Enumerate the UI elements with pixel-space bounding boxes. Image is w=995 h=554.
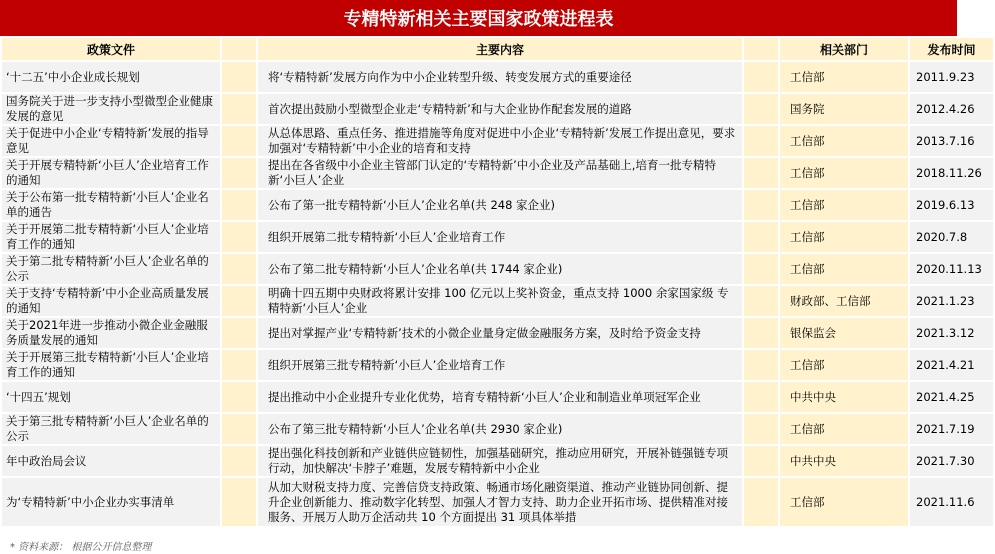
department-cell: 财政部、工信部 (780, 286, 908, 316)
department-cell: 工信部 (780, 190, 908, 220)
gap-cell (222, 126, 256, 156)
policy-content-cell: 首次提出鼓励小型微型企业走‘专精特新’和与大企业协作配套发展的道路 (258, 94, 742, 124)
department-cell: 银保监会 (780, 318, 908, 348)
table-row (2, 350, 993, 380)
policy-content-cell: 公布了第三批专精特新‘小巨人’企业名单(共 2930 家企业) (258, 414, 742, 444)
table-row (2, 318, 993, 348)
gap-cell (222, 350, 256, 380)
table-row (2, 382, 993, 412)
policy-document-cell: 关于第三批专精特新‘小巨人’企业名单的公示 (2, 414, 220, 444)
gap-cell (222, 190, 256, 220)
policy-document-cell: 国务院关于进一步支持小型微型企业健康发展的意见 (2, 94, 220, 124)
policy-content-cell: 公布了第一批专精特新‘小巨人’企业名单(共 248 家企业) (258, 190, 742, 220)
department-cell: 工信部 (780, 414, 908, 444)
header-gap (744, 38, 778, 60)
department-cell: 工信部 (780, 478, 908, 526)
gap-cell (744, 254, 778, 284)
release-date-cell: 2021.11.6 (910, 478, 993, 526)
gap-cell (222, 158, 256, 188)
header-gap (222, 38, 256, 60)
policy-content-cell: 组织开展第三批专精特新‘小巨人’企业培育工作 (258, 350, 742, 380)
policy-document-cell: 关于开展第三批专精特新‘小巨人’企业培育工作的通知 (2, 350, 220, 380)
release-date-cell: 2021.7.19 (910, 414, 993, 444)
gap-cell (744, 286, 778, 316)
gap-cell (744, 94, 778, 124)
release-date-cell: 2020.7.8 (910, 222, 993, 252)
gap-cell (222, 382, 256, 412)
policy-document-cell: ‘十二五’中小企业成长规划 (2, 62, 220, 92)
policy-document-cell: 关于公布第一批专精特新‘小巨人’企业名单的通告 (2, 190, 220, 220)
release-date-cell: 2021.3.12 (910, 318, 993, 348)
release-date-cell: 2011.9.23 (910, 62, 993, 92)
header-doc: 政策文件 (2, 38, 220, 60)
policy-document-cell: ‘十四五’规划 (2, 382, 220, 412)
table-row (2, 222, 993, 252)
gap-cell (744, 158, 778, 188)
gap-cell (222, 222, 256, 252)
release-date-cell: 2019.6.13 (910, 190, 993, 220)
policy-content-cell: 提出对掌握产业‘专精特新’技术的小微企业量身定做金融服务方案，及时给予资金支持 (258, 318, 742, 348)
release-date-cell: 2018.11.26 (910, 158, 993, 188)
release-date-cell: 2021.1.23 (910, 286, 993, 316)
gap-cell (222, 446, 256, 476)
gap-cell (222, 414, 256, 444)
department-cell: 中共中央 (780, 382, 908, 412)
policy-content-cell: 提出推动中小企业提升专业化优势，培育专精特新‘小巨人’企业和制造业单项冠军企业 (258, 382, 742, 412)
policy-document-cell: 关于支持‘专精特新’中小企业高质量发展的通知 (2, 286, 220, 316)
gap-cell (744, 318, 778, 348)
policy-document-cell: 关于开展第二批专精特新‘小巨人’企业培育工作的通知 (2, 222, 220, 252)
gap-cell (222, 286, 256, 316)
department-cell: 工信部 (780, 350, 908, 380)
policy-content-cell: 提出强化科技创新和产业链供应链韧性，加强基础研究，推动应用研究，开展补链强链专项行动，加快解决‘卡脖子’难题，发展专精特新中小企业 (258, 446, 742, 476)
department-cell: 中共中央 (780, 446, 908, 476)
table-row (2, 94, 993, 124)
gap-cell (222, 254, 256, 284)
department-cell: 工信部 (780, 62, 908, 92)
policy-table (0, 36, 995, 528)
gap-cell (222, 318, 256, 348)
policy-content-cell: 组织开展第二批专精特新‘小巨人’企业培育工作 (258, 222, 742, 252)
policy-document-cell: 关于第二批专精特新‘小巨人’企业名单的公示 (2, 254, 220, 284)
policy-content-cell: 从加大财税支持力度、完善信贷支持政策、畅通市场化融资渠道、推动产业链协同创新、提升企业创新能力、推动数字化转型、加强人才智力支持、助力企业开拓市场、提供精准对接服务、开展万人助万企活动共 10 个方面提出 31 项具体举措 (258, 478, 742, 526)
release-date-cell: 2020.11.13 (910, 254, 993, 284)
policy-content-cell: 明确十四五期中央财政将累计安排 100 亿元以上奖补资金，重点支持 1000 余家国家级 专精特新‘小巨人’企业 (258, 286, 742, 316)
release-date-cell: 2013.7.16 (910, 126, 993, 156)
table-row (2, 190, 993, 220)
header-dept: 相关部门 (780, 38, 908, 60)
policy-content-cell: 从总体思路、重点任务、推进措施等角度对促进中小企业‘专精特新’发展工作提出意见，要求加强对‘专精特新’中小企业的培育和支持 (258, 126, 742, 156)
table-row (2, 286, 993, 316)
gap-cell (222, 478, 256, 526)
department-cell: 国务院 (780, 94, 908, 124)
department-cell: 工信部 (780, 222, 908, 252)
page-title: 专精特新相关主要国家政策进程表 (0, 0, 957, 36)
gap-cell (744, 350, 778, 380)
release-date-cell: 2021.4.25 (910, 382, 993, 412)
table-row (2, 62, 993, 92)
release-date-cell: 2021.7.30 (910, 446, 993, 476)
gap-cell (744, 414, 778, 444)
gap-cell (744, 478, 778, 526)
policy-document-cell: 关于促进中小企业‘专精特新’发展的指导意见 (2, 126, 220, 156)
table-row (2, 158, 993, 188)
header-date: 发布时间 (910, 38, 993, 60)
policy-content-cell: 公布了第二批专精特新‘小巨人’企业名单(共 1744 家企业) (258, 254, 742, 284)
department-cell: 工信部 (780, 158, 908, 188)
release-date-cell: 2021.4.21 (910, 350, 993, 380)
department-cell: 工信部 (780, 254, 908, 284)
table-row (2, 126, 993, 156)
policy-content-cell: 将‘专精特新’发展方向作为中小企业转型升级、转变发展方式的重要途径 (258, 62, 742, 92)
policy-content-cell: 提出在各省级中小企业主管部门认定的‘专精特新’中小企业及产品基础上,培育一批专精特新‘小巨人’企业 (258, 158, 742, 188)
gap-cell (744, 126, 778, 156)
release-date-cell: 2012.4.26 (910, 94, 993, 124)
gap-cell (744, 190, 778, 220)
table-row (2, 446, 993, 476)
table-row (2, 478, 993, 526)
policy-document-cell: 年中政治局会议 (2, 446, 220, 476)
gap-cell (744, 446, 778, 476)
policy-document-cell: 关于开展专精特新‘小巨人’企业培育工作的通知 (2, 158, 220, 188)
gap-cell (744, 62, 778, 92)
table-row (2, 254, 993, 284)
policy-document-cell: 为‘专精特新’中小企业办实事清单 (2, 478, 220, 526)
table-header-row (2, 38, 993, 60)
header-content: 主要内容 (258, 38, 742, 60)
department-cell: 工信部 (780, 126, 908, 156)
gap-cell (222, 62, 256, 92)
policy-document-cell: 关于2021年进一步推动小微企业金融服务质量发展的通知 (2, 318, 220, 348)
gap-cell (222, 94, 256, 124)
source-note: * 资料来源： 根据公开信息整理 (10, 542, 152, 553)
gap-cell (744, 222, 778, 252)
gap-cell (744, 382, 778, 412)
table-row (2, 414, 993, 444)
